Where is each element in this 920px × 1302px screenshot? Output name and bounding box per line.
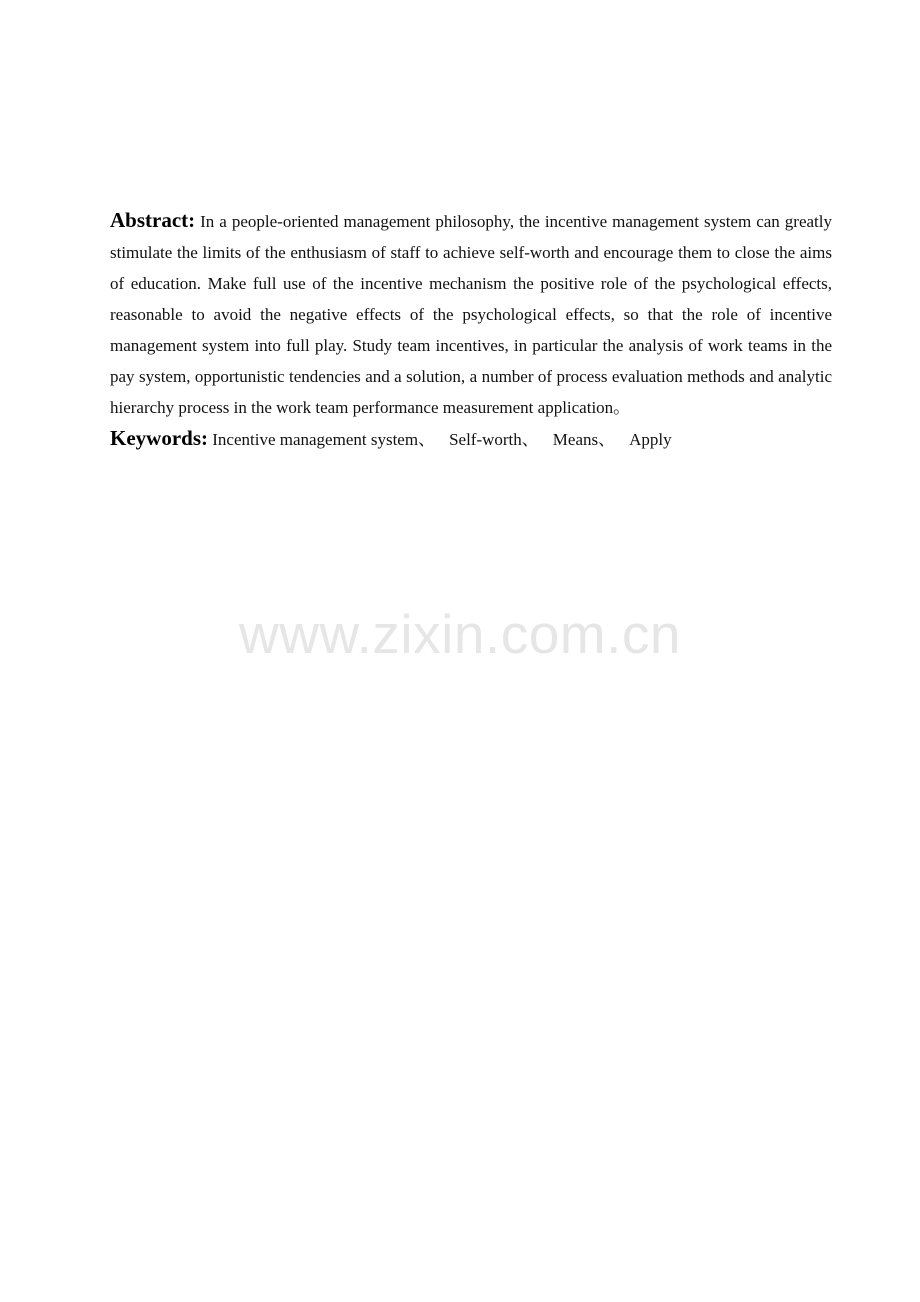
keywords-paragraph [110, 423, 832, 455]
keyword-item: Means、 [552, 430, 616, 449]
keywords-label: Keywords: [110, 426, 208, 450]
abstract-text: In a people-oriented management philosophy, the incentive management system can greatly stimulate the limits of the enthusiasm of staff to achieve self-worth and encourage them to close the aims of education. Make full use of the incentive mechanism the positive role of the psychological effects, reasonable to avoid the negative effects of the psychological effects, so that the role of incentive management system into full play. Study team incentives, in particular the analysis of work teams in the pay system, opportunistic tendencies and a solution, a number of process evaluation methods and analytic hierarchy process in the work team performance measurement application。 [110, 212, 832, 417]
keyword-item: Self-worth、 [449, 430, 539, 449]
abstract-label: Abstract: [110, 208, 196, 232]
watermark: www.zixin.com.cn [239, 603, 681, 665]
abstract-section [110, 205, 832, 455]
keyword-item: Apply [629, 430, 672, 449]
keyword-item: Incentive management system、 [212, 430, 436, 449]
abstract-paragraph [110, 205, 832, 423]
